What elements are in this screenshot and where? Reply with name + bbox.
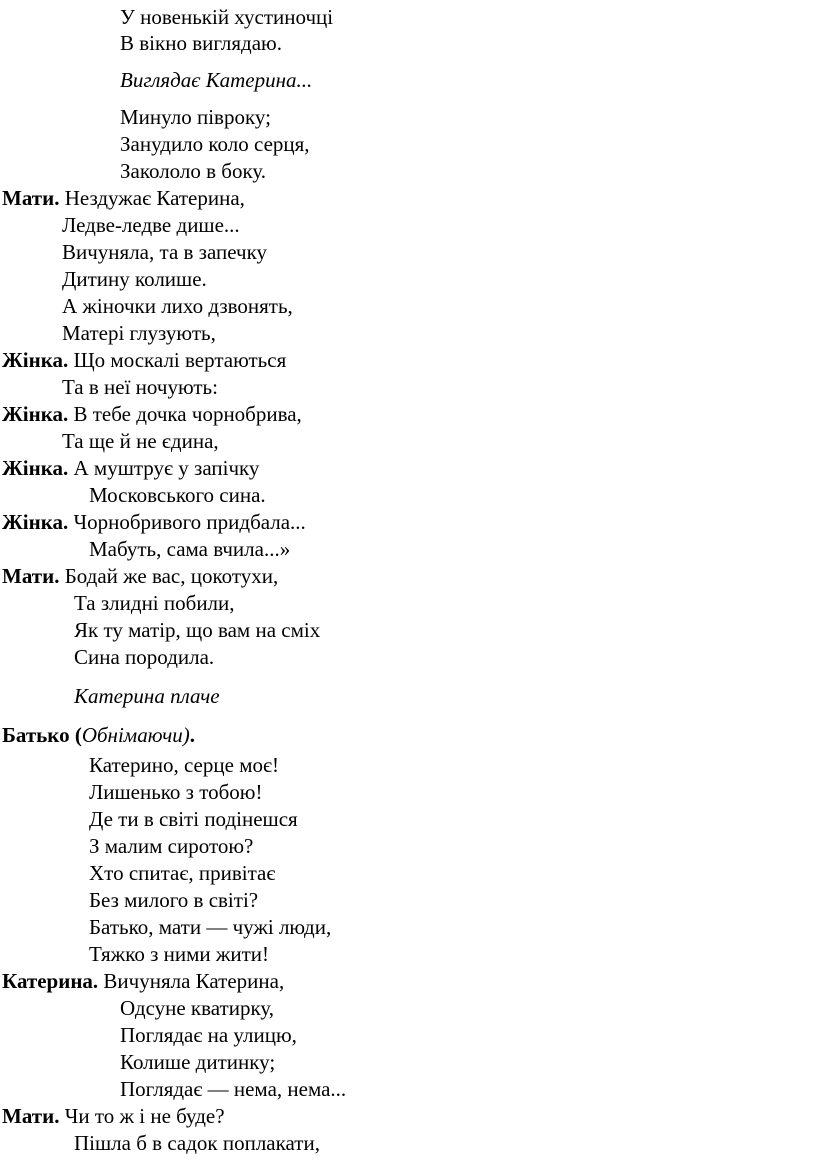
dialogue-line: Мати. Чи то ж і не буде?	[2, 1104, 225, 1128]
verse-line: Поглядає на улицю,	[120, 1023, 297, 1047]
dialogue-line: Катерина. Вичуняла Катерина,	[2, 969, 285, 993]
verse-line: Занудило коло серця,	[120, 132, 310, 156]
verse-line: Лишенько з тобою!	[89, 780, 263, 804]
verse-line: Матері глузують,	[62, 321, 216, 345]
dialogue-line: Мати. Бодай же вас, цокотухи,	[2, 564, 279, 588]
verse-line: Колише дитинку;	[120, 1050, 276, 1074]
verse-line: Сина породила.	[74, 645, 215, 669]
verse-line: Московського сина.	[89, 483, 266, 507]
dialogue-line: Батько (Обнімаючи).	[2, 723, 196, 747]
verse-line: Де ти в світі подінешся	[89, 807, 298, 831]
dialogue-line: Жінка. А муштрує у запічку	[2, 456, 260, 480]
verse-line: Та злидні побили,	[74, 591, 235, 615]
verse-line: Хто спитає, привітає	[89, 861, 276, 885]
verse-line: Як ту матір, що вам на сміх	[74, 618, 321, 642]
verse-line: Поглядає — нема, нема...	[120, 1077, 347, 1101]
speaker-name: Мати.	[2, 564, 60, 588]
verse-line: Закололо в боку.	[120, 159, 267, 183]
verse-line: В вікно виглядаю.	[120, 31, 282, 55]
verse-line: Катерино, серце моє!	[89, 753, 279, 777]
dialogue-line: Жінка. В тебе дочка чорнобрива,	[2, 402, 302, 426]
speaker-name: Мати.	[2, 1104, 60, 1128]
speaker-name: Мати.	[2, 186, 60, 210]
dialogue-line: Жінка. Що москалі вертаються	[2, 348, 287, 372]
speaker-name: Батько (	[2, 723, 82, 747]
verse-line: Та в неї ночують:	[62, 375, 218, 399]
verse-line: З малим сиротою?	[89, 834, 254, 858]
speaker-name: Жінка.	[2, 402, 69, 426]
verse-line: Та ще й не єдина,	[62, 429, 219, 453]
verse-line: Ледве-ледве дише...	[62, 213, 240, 237]
stage-direction: Виглядає Катерина...	[120, 68, 313, 92]
verse-line: Батько, мати — чужі люди,	[89, 915, 332, 939]
verse-line: А жіночки лихо дзвонять,	[62, 294, 293, 318]
verse-line: У новенькій хустиночці	[120, 5, 334, 29]
dialogue-line: Жінка. Чорнобривого придбала...	[2, 510, 306, 534]
speaker-name: Катерина.	[2, 969, 99, 993]
verse-line: Тяжко з ними жити!	[89, 942, 270, 966]
verse-line: Дитину колише.	[62, 267, 207, 291]
verse-line: Одсуне кватирку,	[120, 996, 275, 1020]
verse-line: Без милого в світі?	[89, 888, 259, 912]
stage-direction: Катерина плаче	[74, 684, 220, 708]
speaker-name: Жінка.	[2, 456, 69, 480]
speaker-name: Жінка.	[2, 348, 69, 372]
verse-line: Мабуть, сама вчила...»	[89, 537, 291, 561]
speaker-name: Жінка.	[2, 510, 69, 534]
verse-line: Минуло півроку;	[120, 105, 271, 129]
dialogue-line: Мати. Нездужає Катерина,	[2, 186, 245, 210]
verse-line: Вичуняла, та в запечку	[62, 240, 268, 264]
verse-line: Пішла б в садок поплакати,	[74, 1131, 320, 1155]
stage-remark: Обнімаючи)	[81, 723, 190, 747]
